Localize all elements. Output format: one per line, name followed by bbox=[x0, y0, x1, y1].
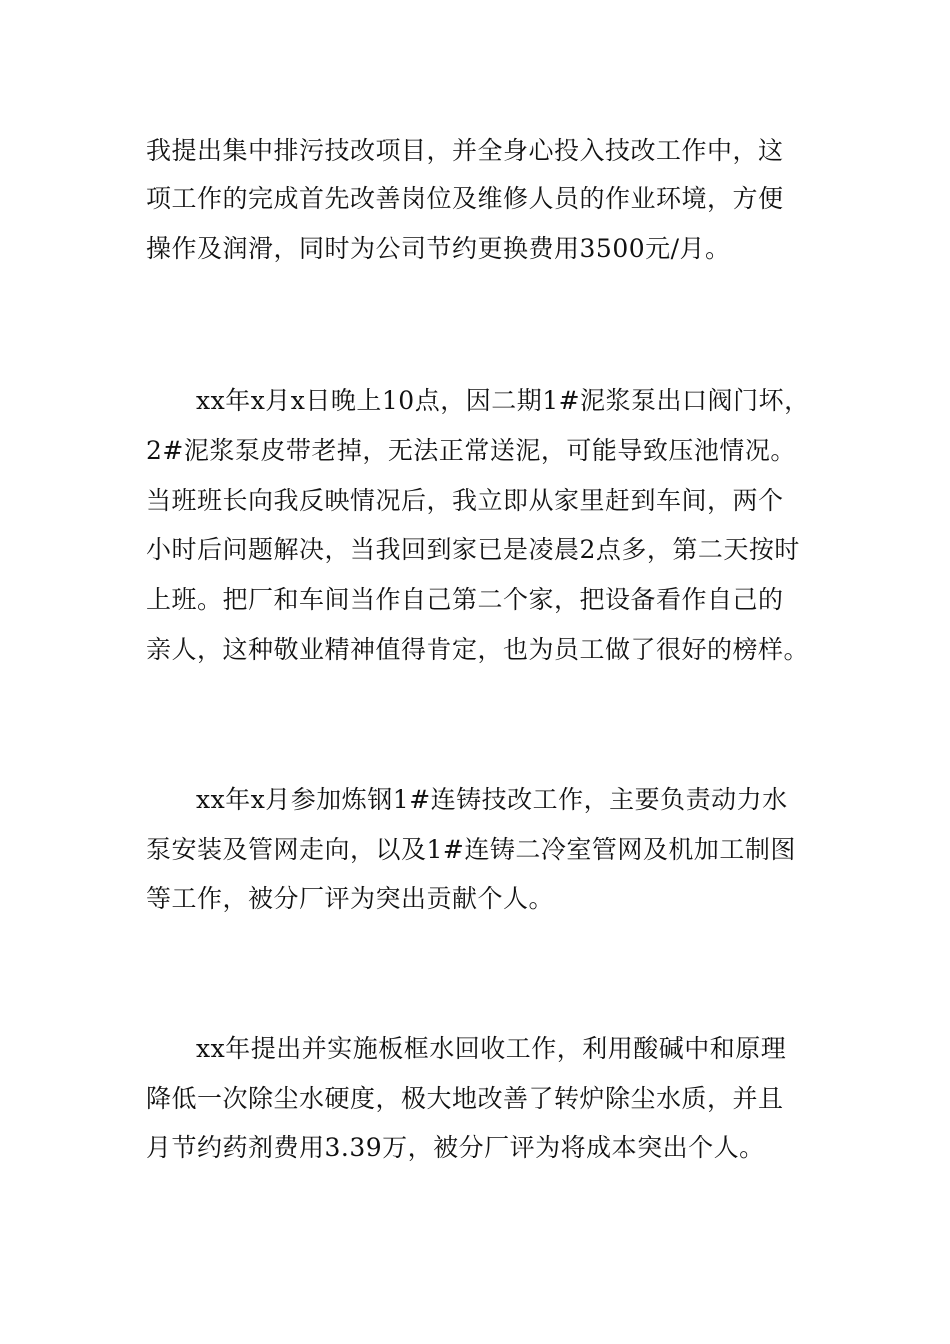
paragraph-2-line-3: 当班班长向我反映情况后，我立即从家里赶到车间，两个 bbox=[146, 486, 784, 515]
paragraph-2-line-6: 亲人，这种敬业精神值得肯定，也为员工做了很好的榜样。 bbox=[146, 635, 810, 664]
paragraph-1-line-3: 操作及润滑，同时为公司节约更换费用3500元/月。 bbox=[146, 234, 731, 263]
paragraph-4-line-1: xx年提出并实施板框水回收工作，利用酸碱中和原理 bbox=[196, 1034, 787, 1063]
paragraph-1-line-1: 我提出集中排污技改项目，并全身心投入技改工作中，这 bbox=[146, 136, 784, 165]
paragraph-3-line-3: 等工作，被分厂评为突出贡献个人。 bbox=[146, 884, 555, 913]
paragraph-2-line-4: 小时后问题解决，当我回到家已是凌晨2点多，第二天按时 bbox=[146, 535, 800, 564]
paragraph-2-line-1: xx年x月x日晚上10点，因二期1#泥浆泵出口阀门坏， bbox=[196, 386, 810, 415]
paragraph-1-line-2: 项工作的完成首先改善岗位及维修人员的作业环境，方便 bbox=[146, 184, 784, 213]
paragraph-2-line-2: 2#泥浆泵皮带老掉，无法正常送泥，可能导致压池情况。 bbox=[146, 436, 796, 465]
paragraph-4-line-2: 降低一次除尘水硬度，极大地改善了转炉除尘水质，并且 bbox=[146, 1084, 784, 1113]
paragraph-4-line-3: 月节约药剂费用3.39万，被分厂评为将成本突出个人。 bbox=[146, 1133, 765, 1162]
paragraph-3-line-1: xx年x月参加炼钢1#连铸技改工作，主要负责动力水 bbox=[196, 785, 788, 814]
paragraph-3-line-2: 泵安装及管网走向，以及1#连铸二冷室管网及机加工制图 bbox=[146, 835, 796, 864]
paragraph-2-line-5: 上班。把厂和车间当作自己第二个家，把设备看作自己的 bbox=[146, 585, 784, 614]
